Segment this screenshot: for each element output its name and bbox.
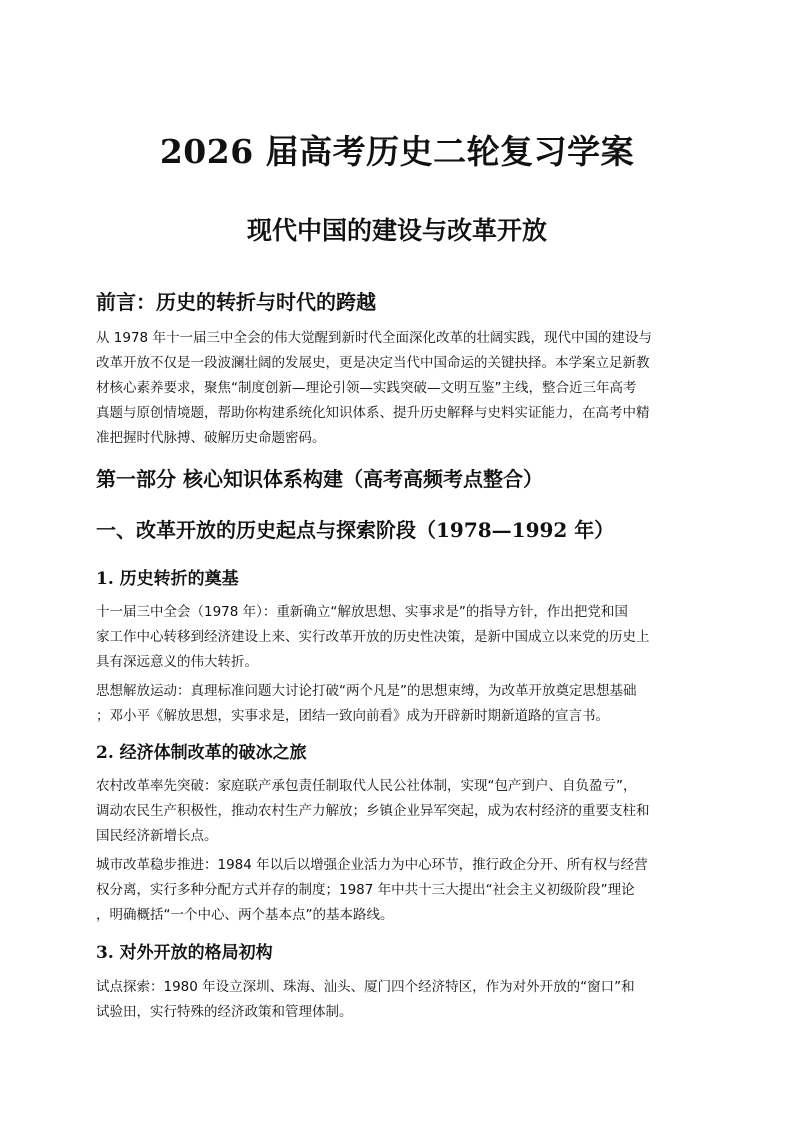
paragraph (96, 600, 700, 675)
text-line: 试点探索：1980 年设立深圳、珠海、汕头、厦门四个经济特区，作为对外开放的“窗口”和 (96, 979, 635, 995)
text-line: 家工作中心转移到经济建设上来、实行改革开放的历史性决策，是新中国成立以来党的历史上 (96, 629, 650, 645)
text-line: ，明确概括“一个中心、两个基本点”的基本路线。 (96, 907, 394, 923)
text-line: 思想解放运动：真理标准问题大讨论打破“两个凡是”的思想束缚，为改革开放奠定思想基础 (96, 683, 637, 699)
document-subtitle: 现代中国的建设与改革开放 (246, 216, 547, 245)
subsection-heading: 1. 历史转折的奠基 (96, 569, 239, 589)
subsection-heading: 2. 经济体制改革的破冰之旅 (96, 743, 307, 763)
text-line: 十一届三中全会（1978 年）：重新确立“解放思想、实事求是”的指导方针，作出把党和国 (96, 604, 628, 620)
text-line: 具有深远意义的伟大转折。 (96, 654, 258, 670)
part-one-heading: 第一部分 核心知识体系构建（高考高频考点整合） (96, 467, 543, 491)
paragraph (96, 975, 700, 1025)
text-line: 从 1978 年十一届三中全会的伟大觉醒到新时代全面深化改革的壮阔实践，现代中国的建设与 (96, 330, 652, 346)
paragraph (96, 679, 700, 729)
preface-heading: 前言：历史的转折与时代的跨越 (96, 290, 376, 314)
text-line: 材核心素养要求，聚焦“制度创新—理论引领—实践突破—文明互鉴”主线，整合近三年高考 (96, 380, 637, 396)
paragraph (96, 853, 700, 928)
text-line: 调动农民生产积极性，推动农村生产力解放；乡镇企业异军突起，成为农村经济的重要支柱和 (96, 803, 650, 819)
text-line: 国民经济新增长点。 (96, 828, 218, 844)
text-line: 农村改革率先突破：家庭联产承包责任制取代人民公社体制，实现“包产到户、自负盈亏”， (96, 778, 637, 794)
text-line: ；邓小平《解放思想，实事求是，团结一致向前看》成为开辟新时期新道路的宣言书。 (96, 708, 609, 724)
text-line: 权分离，实行多种分配方式并存的制度；1987 年中共十三大提出“社会主义初级阶段”理论 (96, 882, 635, 898)
text-line: 试验田，实行特殊的经济政策和管理体制。 (96, 1004, 353, 1020)
paragraph (96, 774, 700, 849)
document-title: 2026 届高考历史二轮复习学案 (159, 132, 635, 171)
text-line: 改革开放不仅是一段波澜壮阔的发展史，更是决定当代中国命运的关键抉择。本学案立足新教 (96, 355, 650, 371)
text-line: 真题与原创情境题，帮助你构建系统化知识体系、提升历史解释与史料实证能力，在高考中精 (96, 405, 650, 421)
text-line: 城市改革稳步推进：1984 年以后以增强企业活力为中心环节，推行政企分开、所有权与经营 (96, 857, 648, 873)
section-one-heading: 一、改革开放的历史起点与探索阶段（1978—1992 年） (96, 518, 615, 542)
preface-paragraph (96, 326, 700, 451)
subsection-heading: 3. 对外开放的格局初构 (96, 943, 273, 963)
text-line: 准把握时代脉搏、破解历史命题密码。 (96, 430, 326, 446)
